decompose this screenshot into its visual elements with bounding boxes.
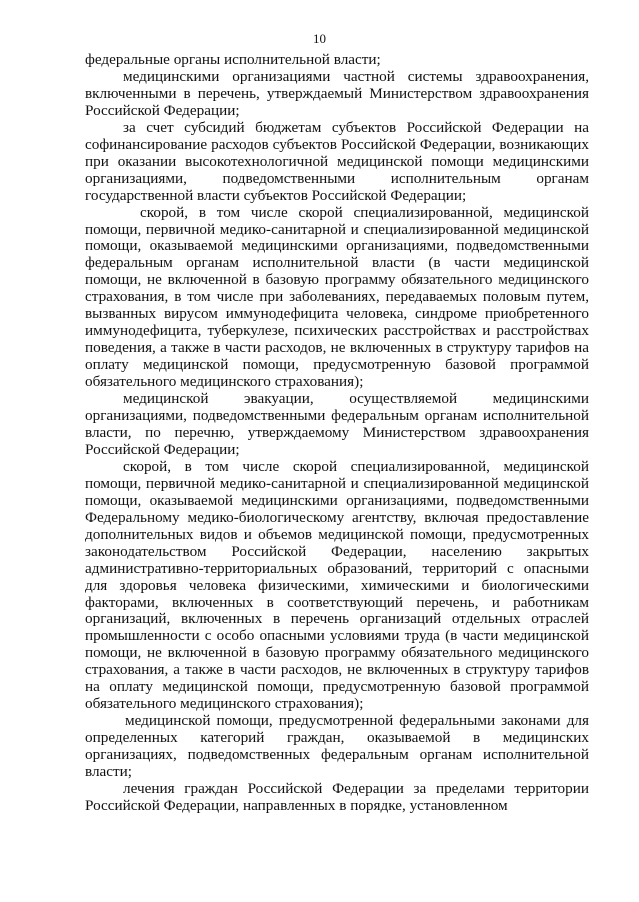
paragraph-8: лечения граждан Российской Федерации за пределами территории Российской Федерации, направленных в порядке, установленном [85,779,589,814]
paragraph-3: за счет субсидий бюджетам субъектов Российской Федерации на софинансирование расходов субъектов Российской Федерации, возникающих при оказании высокотехнологичной медицинской помощи медицинскими организациями, подведомственными исполнительным органам государственной власти субъектов Российской Федерации; [85,118,589,204]
paragraph-1: федеральные органы исполнительной власти; [85,51,381,68]
page-number: 10 [313,31,326,46]
paragraph-2: медицинскими организациями частной системы здравоохранения, включенными в перечень, утверждаемый Министерством здравоохранения Российской Федерации; [85,67,589,119]
paragraph-4: скорой, в том числе скорой специализированной, медицинской помощи, первичной медико-санитарной и специализированной медицинской помощи, оказываемой медицинскими организациями, подведомственными федеральным органам исполнительной власти (в части медицинской помощи, не включенной в базовую программу обязательного медицинского страхования, в том числе при заболеваниях, передаваемых половым путем, вызванных вирусом иммунодефицита человека, синдроме приобретенного иммунодефицита, туберкулезе, психических расстройствах и расстройствах поведения, а также в части расходов, не включенных в структуру тарифов на оплату медицинской помощи, предусмотренную базовой программой обязательного медицинского страхования); [85,203,589,391]
paragraph-7: медицинской помощи, предусмотренной федеральными законами для определенных категорий граждан, оказываемой в медицинских организациях, подведомственных федеральным органам исполнительной власти; [85,712,589,781]
paragraph-5: медицинской эвакуации, осуществляемой медицинскими организациями, подведомственными федеральным органам исполнительной власти, по перечню, утверждаемому Министерством здравоохранения Российской Федерации; [85,390,589,458]
document-body [85,52,589,815]
paragraph-6: скорой, в том числе скорой специализированной, медицинской помощи, первичной медико-санитарной и специализированной медицинской помощи, оказываемой медицинскими организациями, подведомственными Федеральному медико-биологическому агентству, включая предоставление дополнительных видов и объемов медицинской помощи, предусмотренных законодательством Российской Федерации, населению закрытых административно-территориальных образований, территорий с опасными для здоровья человека физическими, химическими и биологическими факторами, включенных в соответствующий перечень, и работникам организаций, включенных в перечень организаций отдельных отраслей промышленности с особо опасными условиями труда (в части медицинской помощи, не включенной в базовую программу обязательного медицинского страхования, а также в части расходов, не включенных в структуру тарифов на оплату медицинской помощи, предусмотренную базовой программой обязательного медицинского страхования); [85,457,589,713]
